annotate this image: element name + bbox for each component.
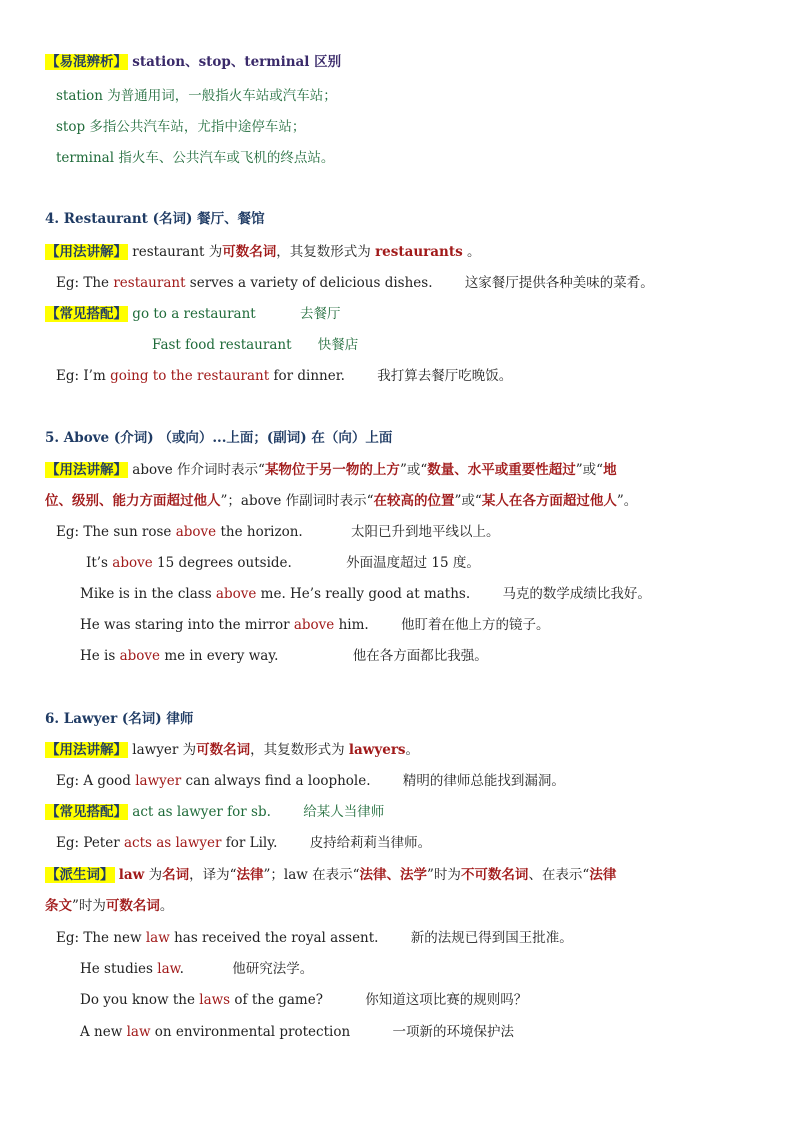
- example-keyword: above: [112, 555, 153, 571]
- deriv-r4b: 条文: [45, 898, 72, 914]
- colloc-en: go to a restaurant: [132, 306, 256, 322]
- above-example-2: [86, 553, 480, 573]
- example-pre: Eg: Peter: [56, 835, 120, 851]
- restaurant-collocation-1: [45, 304, 341, 324]
- example-translation: 精明的律师总能找到漏洞。: [402, 773, 565, 789]
- example-pre: Eg: I’m: [56, 368, 106, 384]
- above-usage-line-2: [45, 491, 637, 511]
- example-translation: 马克的数学成绩比我好。: [502, 586, 651, 602]
- deriv-r5: 可数名词: [105, 898, 160, 914]
- example-keyword: above: [215, 586, 257, 602]
- above-usage-r3b: 位、级别、能力方面超过他人: [45, 493, 221, 509]
- deriv-t6: ”时为: [72, 898, 106, 914]
- above-usage-r5: 某人在各方面超过他人: [481, 493, 617, 509]
- restaurant-usage-end: 。: [466, 244, 481, 260]
- above-usage-t2: ”或“: [399, 462, 428, 478]
- lawyer-usage-tag: 【用法讲解】: [46, 742, 127, 758]
- example-keyword: laws: [199, 992, 231, 1008]
- confusion-tag: 【易混辨析】: [46, 54, 127, 70]
- example-translation: 这家餐厅提供各种美味的菜肴。: [464, 275, 654, 291]
- example-keyword: going to the restaurant: [110, 368, 270, 384]
- restaurant-collocation-2: [152, 335, 358, 355]
- example-translation: 我打算去餐厅吃晚饭。: [377, 368, 513, 384]
- restaurant-usage-count: 可数名词: [222, 244, 277, 260]
- example-post: for Lily.: [225, 835, 278, 851]
- example-post: serves a variety of delicious dishes.: [189, 275, 433, 291]
- lawyer-example-3: [56, 928, 573, 948]
- lawyer-usage-plural: lawyers: [348, 742, 406, 758]
- colloc-cn: 给某人当律师: [303, 804, 385, 820]
- example-post: me. He’s really good at maths.: [260, 586, 471, 602]
- example-pre: He was staring into the mirror: [80, 617, 290, 633]
- example-keyword: above: [119, 648, 161, 664]
- lawyer-colloc-tag: 【常见搭配】: [46, 804, 127, 820]
- example-translation: 外面温度超过 15 度。: [346, 555, 480, 571]
- lawyer-usage-word: lawyer: [132, 742, 179, 758]
- example-translation: 他在各方面都比我强。: [352, 648, 488, 664]
- restaurant-usage-mid: 为: [208, 244, 223, 260]
- example-post: the horizon.: [220, 524, 303, 540]
- above-usage-tag: 【用法讲解】: [46, 462, 127, 478]
- deriv-t7: 。: [159, 898, 174, 914]
- example-pre: It’s: [86, 555, 108, 571]
- example-pre: Do you know the: [80, 992, 195, 1008]
- above-example-4: [80, 615, 549, 635]
- example-post: of the game?: [234, 992, 323, 1008]
- example-translation: 一项新的环境保护法: [392, 1024, 514, 1040]
- colloc-en: act as lawyer for sb.: [132, 804, 271, 820]
- above-usage-r2: 数量、水平或重要性超过: [427, 462, 576, 478]
- above-usage-t6: ”。: [616, 493, 638, 509]
- deriv-noun: 名词: [162, 867, 190, 883]
- confusion-header: [45, 52, 341, 72]
- example-pre: He is: [80, 648, 116, 664]
- example-post: .: [179, 961, 184, 977]
- deriv-t2: ，译为“: [189, 867, 237, 883]
- example-keyword: above: [175, 524, 217, 540]
- above-heading: 5. Above (介词) （或向）...上面；(副词) 在（向）上面: [45, 430, 393, 446]
- example-keyword: law: [126, 1024, 151, 1040]
- deriv-r3: 不可数名词: [460, 867, 529, 883]
- deriv-t5: 、在表示“: [528, 867, 590, 883]
- above-example-1: [56, 522, 500, 542]
- example-keyword: restaurant: [113, 275, 186, 291]
- confusion-title: station、stop、terminal 区别: [132, 54, 342, 70]
- example-pre: Eg: The sun rose: [56, 524, 172, 540]
- lawyer-example-5: [80, 990, 527, 1010]
- restaurant-usage-tag: 【用法讲解】: [46, 244, 127, 260]
- example-post: can always find a loophole.: [185, 773, 371, 789]
- restaurant-example-2: [56, 366, 512, 386]
- example-translation: 皮持给莉莉当律师。: [309, 835, 432, 851]
- example-pre: He studies: [80, 961, 153, 977]
- lawyer-derivative-line-1: [45, 865, 616, 885]
- example-translation: 新的法规已得到国王批准。: [410, 930, 573, 946]
- lawyer-example-6: [80, 1022, 514, 1042]
- above-usage-r1: 某物位于另一物的上方: [264, 462, 400, 478]
- example-translation: 你知道这项比赛的规则吗？: [365, 992, 528, 1008]
- example-post: has received the royal assent.: [174, 930, 379, 946]
- deriv-t3: ”；law 在表示“: [263, 867, 360, 883]
- lawyer-usage-plural-pre: ，其复数形式为: [250, 742, 345, 758]
- colloc-cn: 去餐厅: [300, 306, 341, 322]
- example-translation: 他盯着在他上方的镜子。: [400, 617, 550, 633]
- example-post: him.: [338, 617, 369, 633]
- lawyer-heading: 6. Lawyer (名词) 律师: [45, 711, 194, 727]
- example-translation: 他研究法学。: [232, 961, 314, 977]
- lawyer-usage-end: 。: [405, 742, 420, 758]
- example-translation: 太阳已升到地平线以上。: [351, 524, 500, 540]
- restaurant-usage-plural-pre: ，其复数形式为: [276, 244, 371, 260]
- example-pre: Eg: The: [56, 275, 110, 291]
- restaurant-usage-plural: restaurants: [375, 244, 463, 260]
- lawyer-collocation: [45, 802, 384, 822]
- lawyer-usage-count: 可数名词: [196, 742, 251, 758]
- lawyer-usage: [45, 740, 419, 760]
- deriv-t1: 为: [148, 867, 163, 883]
- lawyer-example-1: [56, 771, 565, 791]
- example-pre: Eg: The new: [56, 930, 142, 946]
- lawyer-usage-mid: 为: [182, 742, 197, 758]
- above-usage-line-1: [45, 460, 617, 480]
- above-example-5: [80, 646, 488, 666]
- deriv-law: law: [118, 867, 145, 883]
- lawyer-example-4: [80, 959, 313, 979]
- lawyer-deriv-tag: 【派生词】: [46, 867, 114, 883]
- confusion-line-1: station 为普通用词，一般指火车站或汽车站；: [56, 88, 337, 104]
- deriv-r1: 法律: [236, 867, 264, 883]
- example-keyword: lawyer: [135, 773, 182, 789]
- above-usage-t5: ”或“: [454, 493, 482, 509]
- above-example-3: [80, 584, 651, 604]
- restaurant-example-1: [56, 273, 654, 293]
- deriv-r4a: 法律: [589, 867, 617, 883]
- confusion-line-2: stop 多指公共汽车站，尤指中途停车站；: [56, 119, 306, 135]
- above-usage-r4: 在较高的位置: [373, 493, 455, 509]
- example-keyword: law: [145, 930, 170, 946]
- example-pre: A new: [80, 1024, 123, 1040]
- example-keyword: above: [293, 617, 335, 633]
- lawyer-example-2: [56, 833, 431, 853]
- restaurant-colloc-tag: 【常见搭配】: [46, 306, 127, 322]
- example-keyword: law: [157, 961, 180, 977]
- above-usage-t1: above 作介词时表示“: [132, 462, 265, 478]
- colloc-en: Fast food restaurant: [152, 337, 292, 353]
- example-post: for dinner.: [273, 368, 345, 384]
- restaurant-usage-word: restaurant: [132, 244, 205, 260]
- lawyer-derivative-line-2: [45, 896, 173, 916]
- example-post: on environmental protection: [154, 1024, 351, 1040]
- above-usage-t4: ”；above 作副词时表示“: [220, 493, 374, 509]
- above-usage-r3a: 地: [603, 462, 617, 478]
- above-usage-t3: ”或“: [575, 462, 604, 478]
- example-post: 15 degrees outside.: [157, 555, 292, 571]
- deriv-r2: 法律、法学: [359, 867, 428, 883]
- confusion-line-3: terminal 指火车、公共汽车或飞机的终点站。: [56, 150, 335, 166]
- example-post: me in every way.: [164, 648, 279, 664]
- example-pre: Mike is in the class: [80, 586, 212, 602]
- deriv-t4: ”时为: [427, 867, 461, 883]
- restaurant-usage: [45, 242, 480, 262]
- restaurant-heading: 4. Restaurant (名词) 餐厅、餐馆: [45, 211, 265, 227]
- example-keyword: acts as lawyer: [123, 835, 222, 851]
- colloc-cn: 快餐店: [317, 337, 359, 353]
- example-pre: Eg: A good: [56, 773, 131, 789]
